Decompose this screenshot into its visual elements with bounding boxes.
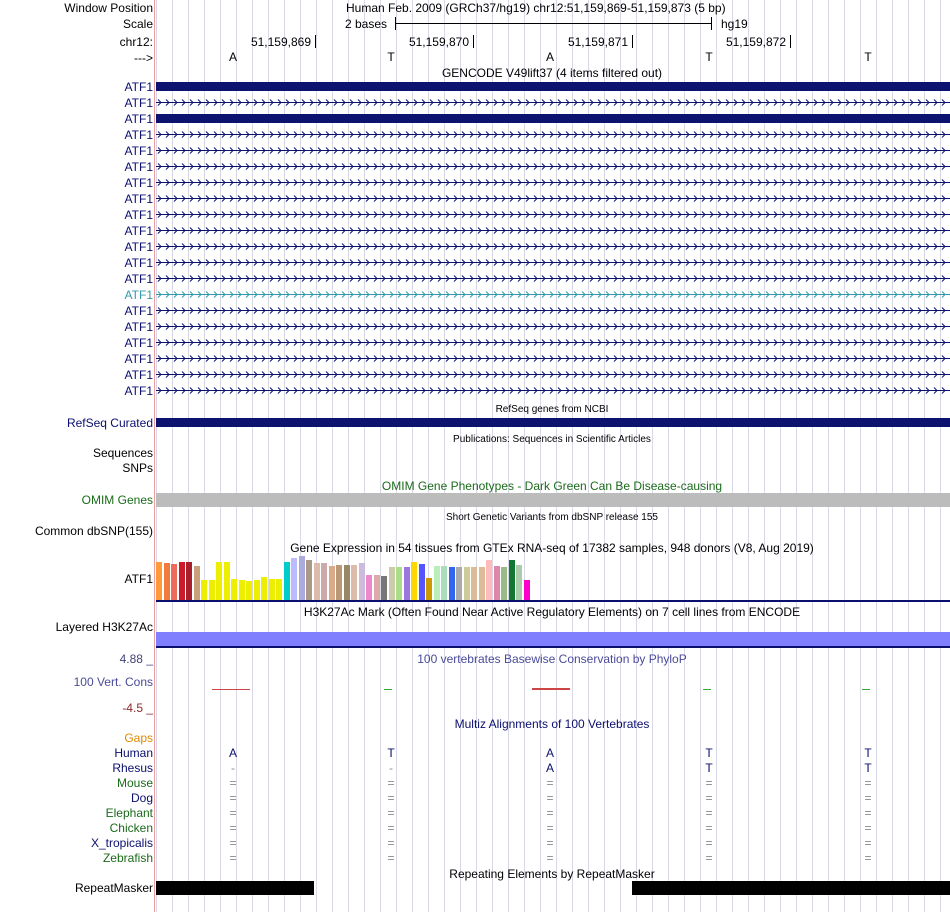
multiz-species-label[interactable]: Dog [130, 791, 153, 805]
gencode-transcript-label[interactable]: ATF1 [124, 144, 153, 158]
h3k27ac-baseline [156, 646, 950, 648]
base-letter: T [387, 50, 395, 64]
multiz-alignment-cell: = [229, 776, 237, 790]
gtex-tissue-bar[interactable] [276, 579, 282, 600]
gencode-exon-bar[interactable] [156, 82, 950, 91]
refseq-track-title: RefSeq genes from NCBI [495, 404, 609, 415]
coordinate-label: 51,159,869 [250, 35, 311, 49]
gencode-transcript-label[interactable]: ATF1 [124, 304, 153, 318]
repeatmasker-track-title: Repeating Elements by RepeatMasker [449, 867, 655, 881]
multiz-alignment-cell: = [546, 791, 554, 805]
multiz-alignment-cell: T [705, 746, 713, 760]
gtex-tissue-bar[interactable] [291, 558, 297, 600]
coordinate-label: 51,159,871 [567, 35, 628, 49]
gtex-tissue-bar[interactable] [299, 556, 305, 600]
multiz-alignment-cell: = [864, 791, 872, 805]
phylop-track-label[interactable]: 100 Vert. Cons [73, 675, 153, 689]
gencode-intron-line[interactable] [156, 338, 950, 347]
publications-sequences-label[interactable]: Sequences [92, 446, 153, 460]
base-letter: A [228, 50, 238, 64]
gencode-intron-line[interactable] [156, 146, 950, 155]
scale-label: Scale [122, 17, 153, 31]
gencode-transcript-label[interactable]: ATF1 [124, 352, 153, 366]
scale-bar [395, 23, 711, 24]
multiz-alignment-cell: - [389, 761, 393, 775]
gtex-tissue-bar[interactable] [419, 564, 425, 600]
scale-bar-left-cap [395, 17, 396, 30]
gtex-tissue-bar[interactable] [494, 566, 500, 600]
gtex-tissue-bar[interactable] [171, 564, 177, 600]
multiz-alignment-cell: = [705, 776, 713, 790]
multiz-alignment-cell: = [387, 836, 395, 850]
multiz-species-label[interactable]: Mouse [116, 776, 153, 790]
gtex-tissue-bar[interactable] [359, 563, 365, 600]
gtex-tissue-bar[interactable] [426, 578, 432, 600]
gencode-transcript-label[interactable]: ATF1 [124, 336, 153, 350]
multiz-alignment-cell: = [229, 821, 237, 835]
coordinate-tick [315, 35, 316, 48]
phylop-mark [384, 689, 392, 690]
multiz-alignment-cell: = [546, 836, 554, 850]
chrom-label: chr12: [119, 35, 153, 49]
gtex-tissue-bar[interactable] [404, 567, 410, 600]
gtex-tissue-bar[interactable] [246, 581, 252, 600]
gtex-tissue-bar[interactable] [411, 562, 417, 600]
multiz-alignment-cell: = [864, 836, 872, 850]
gtex-tissue-bar[interactable] [389, 567, 395, 600]
omim-gene-bar[interactable] [156, 493, 950, 507]
gencode-transcript-label[interactable]: ATF1 [124, 320, 153, 334]
multiz-alignment-cell: T [864, 746, 872, 760]
gencode-intron-line[interactable] [156, 242, 950, 251]
multiz-alignment-cell: = [387, 851, 395, 865]
gtex-tissue-bar[interactable] [284, 562, 290, 600]
multiz-alignment-cell: A [545, 746, 555, 760]
multiz-alignment-cell: = [387, 791, 395, 805]
multiz-alignment-cell: = [705, 791, 713, 805]
gencode-track-title: GENCODE V49lift37 (4 items filtered out) [441, 66, 663, 80]
gencode-intron-line[interactable] [156, 162, 950, 171]
multiz-alignment-cell: = [864, 806, 872, 820]
gencode-transcript-label[interactable]: ATF1 [124, 128, 153, 142]
multiz-species-label[interactable]: X_tropicalis [90, 836, 153, 850]
gencode-intron-line[interactable] [156, 290, 950, 299]
gtex-tissue-bar[interactable] [516, 565, 522, 600]
gtex-tissue-bar[interactable] [449, 567, 455, 600]
multiz-alignment-cell: = [546, 851, 554, 865]
gtex-tissue-bar[interactable] [456, 567, 462, 600]
multiz-alignment-cell: = [705, 836, 713, 850]
gtex-tissue-bar[interactable] [464, 567, 470, 600]
base-letter: T [864, 50, 872, 64]
gencode-transcript-label[interactable]: ATF1 [124, 176, 153, 190]
gencode-transcript-label[interactable]: ATF1 [124, 192, 153, 206]
multiz-alignment-cell: - [231, 761, 235, 775]
gtex-tissue-bar[interactable] [524, 580, 530, 600]
gencode-intron-line[interactable] [156, 226, 950, 235]
refseq-gene-bar[interactable] [156, 418, 950, 427]
multiz-alignment-cell: = [864, 851, 872, 865]
repeatmasker-track-label[interactable]: RepeatMasker [74, 881, 153, 895]
gtex-tissue-bar[interactable] [254, 580, 260, 600]
gtex-tissue-bar[interactable] [374, 575, 380, 600]
publications-track-title: Publications: Sequences in Scientific Articles [453, 434, 651, 445]
gencode-transcript-label[interactable]: ATF1 [124, 384, 153, 398]
scale-db-text: hg19 [721, 17, 748, 31]
gtex-tissue-bar[interactable] [396, 567, 402, 600]
gencode-intron-line[interactable] [156, 386, 950, 395]
strand-label: ---> [134, 51, 153, 65]
multiz-species-label[interactable]: Elephant [105, 806, 153, 820]
gencode-intron-line[interactable] [156, 98, 950, 107]
h3k27ac-track-title: H3K27Ac Mark (Often Found Near Active Regulatory Elements) on 7 cell lines from ENCODE [303, 605, 801, 619]
phylop-mark [212, 689, 250, 690]
gtex-tissue-bar[interactable] [239, 580, 245, 600]
gencode-intron-line[interactable] [156, 210, 950, 219]
multiz-alignment-cell: A [545, 761, 555, 775]
multiz-alignment-cell: = [387, 821, 395, 835]
scale-bar-right-cap [711, 17, 712, 30]
multiz-alignment-cell: = [864, 821, 872, 835]
gtex-tissue-bar[interactable] [434, 566, 440, 600]
gtex-tissue-bar[interactable] [329, 566, 335, 600]
multiz-alignment-cell: = [864, 776, 872, 790]
omim-track-label[interactable]: OMIM Genes [81, 493, 153, 507]
omim-track-title: OMIM Gene Phenotypes - Dark Green Can Be Disease-causing [381, 479, 723, 493]
phylop-max-label: 4.88 _ [119, 652, 153, 666]
gtex-tissue-bar[interactable] [306, 560, 312, 600]
coordinate-tick [473, 35, 474, 48]
gtex-tissue-bar[interactable] [381, 576, 387, 600]
gencode-transcript-label[interactable]: ATF1 [124, 256, 153, 270]
gencode-intron-line[interactable] [156, 178, 950, 187]
gtex-baseline [156, 600, 950, 602]
multiz-gaps-label[interactable]: Gaps [124, 731, 153, 745]
multiz-alignment-cell: = [387, 776, 395, 790]
phylop-track-title: 100 vertebrates Basewise Conservation by PhyloP [417, 652, 687, 666]
gencode-transcript-label[interactable]: ATF1 [124, 112, 153, 126]
gencode-intron-line[interactable] [156, 370, 950, 379]
scale-bar-text: 2 bases [345, 17, 388, 31]
gtex-tissue-bar[interactable] [186, 562, 192, 600]
assembly-position-text: Human Feb. 2009 (GRCh37/hg19) chr12:51,159,869-51,159,873 (5 bp) [346, 1, 726, 15]
gtex-tissue-bar[interactable] [471, 567, 477, 600]
multiz-alignment-cell: = [705, 851, 713, 865]
gencode-intron-line[interactable] [156, 274, 950, 283]
gtex-tissue-bar[interactable] [194, 566, 200, 600]
multiz-alignment-cell: = [229, 806, 237, 820]
gencode-intron-line[interactable] [156, 130, 950, 139]
multiz-alignment-cell: = [387, 806, 395, 820]
gtex-tissue-bar[interactable] [344, 565, 350, 600]
gtex-tissue-bar[interactable] [509, 560, 515, 600]
dbsnp-track-label[interactable]: Common dbSNP(155) [34, 524, 153, 538]
gencode-transcript-label[interactable]: ATF1 [124, 368, 153, 382]
coordinate-label: 51,159,872 [725, 35, 786, 49]
multiz-alignment-cell: A [228, 746, 238, 760]
gtex-tissue-bar[interactable] [261, 577, 267, 600]
repeat-element[interactable] [156, 881, 314, 895]
multiz-alignment-cell: = [546, 806, 554, 820]
gtex-tissue-bar[interactable] [231, 579, 237, 600]
phylop-mark [703, 689, 711, 690]
gtex-tissue-bar[interactable] [314, 563, 320, 600]
multiz-alignment-cell: T [864, 761, 872, 775]
gtex-track-label[interactable]: ATF1 [124, 572, 153, 586]
gtex-tissue-bar[interactable] [441, 566, 447, 600]
gtex-tissue-bar[interactable] [224, 562, 230, 600]
multiz-track-title: Multiz Alignments of 100 Vertebrates [454, 717, 650, 731]
gencode-transcript-label[interactable]: ATF1 [124, 272, 153, 286]
repeat-element[interactable] [632, 881, 950, 895]
gtex-tissue-bar[interactable] [201, 580, 207, 600]
gencode-transcript-label[interactable]: ATF1 [124, 96, 153, 110]
multiz-alignment-cell: T [387, 746, 395, 760]
gtex-tissue-bar[interactable] [321, 563, 327, 600]
phylop-mark [532, 688, 570, 690]
gtex-tissue-bar[interactable] [216, 562, 222, 600]
multiz-species-label[interactable]: Chicken [109, 821, 153, 835]
gtex-expression-bars[interactable] [156, 556, 556, 600]
gencode-transcript-label[interactable]: ATF1 [124, 224, 153, 238]
gencode-intron-line[interactable] [156, 258, 950, 267]
refseq-track-label[interactable]: RefSeq Curated [66, 416, 153, 430]
gtex-tissue-bar[interactable] [164, 563, 170, 600]
multiz-alignment-cell: = [229, 836, 237, 850]
gtex-tissue-bar[interactable] [269, 579, 275, 600]
gtex-tissue-bar[interactable] [366, 575, 372, 600]
gencode-transcript-label[interactable]: ATF1 [124, 208, 153, 222]
multiz-alignment-cell: = [546, 821, 554, 835]
coordinate-tick [790, 35, 791, 48]
gencode-intron-line[interactable] [156, 194, 950, 203]
coordinate-tick [632, 35, 633, 48]
multiz-species-label[interactable]: Human [114, 746, 153, 760]
gencode-intron-line[interactable] [156, 306, 950, 315]
multiz-alignment-cell: = [229, 851, 237, 865]
label-separator [154, 0, 155, 912]
multiz-alignment-cell: = [229, 791, 237, 805]
gencode-transcript-label[interactable]: ATF1 [124, 80, 153, 94]
gencode-transcript-label[interactable]: ATF1 [124, 240, 153, 254]
gtex-tissue-bar[interactable] [501, 567, 507, 600]
gtex-tissue-bar[interactable] [209, 580, 215, 600]
gtex-tissue-bar[interactable] [486, 560, 492, 600]
gtex-tissue-bar[interactable] [179, 562, 185, 600]
base-letter: T [705, 50, 713, 64]
gencode-intron-line[interactable] [156, 322, 950, 331]
h3k27ac-track-label[interactable]: Layered H3K27Ac [55, 620, 153, 634]
multiz-species-label[interactable]: Rhesus [112, 761, 153, 775]
window-position-label: Window Position [64, 1, 153, 15]
base-letter: A [545, 50, 555, 64]
gencode-transcript-label[interactable]: ATF1 [124, 160, 153, 174]
h3k27ac-signal[interactable] [156, 632, 950, 646]
phylop-mark [862, 689, 870, 690]
gtex-tissue-bar[interactable] [351, 565, 357, 600]
gencode-exon-bar[interactable] [156, 114, 950, 123]
gtex-tissue-bar[interactable] [336, 565, 342, 600]
gencode-intron-line[interactable] [156, 354, 950, 363]
multiz-alignment-cell: T [705, 761, 713, 775]
multiz-species-label[interactable]: Zebrafish [102, 851, 153, 865]
gtex-tissue-bar[interactable] [156, 562, 162, 600]
multiz-alignment-cell: = [546, 776, 554, 790]
gtex-track-title: Gene Expression in 54 tissues from GTEx RNA-seq of 17382 samples, 948 donors (V8, Aug 2019) [290, 541, 814, 555]
gencode-transcript-label[interactable]: ATF1 [124, 288, 153, 302]
dbsnp-track-title: Short Genetic Variants from dbSNP release 155 [446, 512, 658, 523]
gtex-tissue-bar[interactable] [479, 567, 485, 600]
multiz-alignment-cell: = [705, 821, 713, 835]
multiz-alignment-cell: = [705, 806, 713, 820]
coordinate-label: 51,159,870 [408, 35, 469, 49]
publications-snps-label[interactable]: SNPs [122, 461, 153, 475]
phylop-min-label: -4.5 _ [122, 701, 153, 715]
